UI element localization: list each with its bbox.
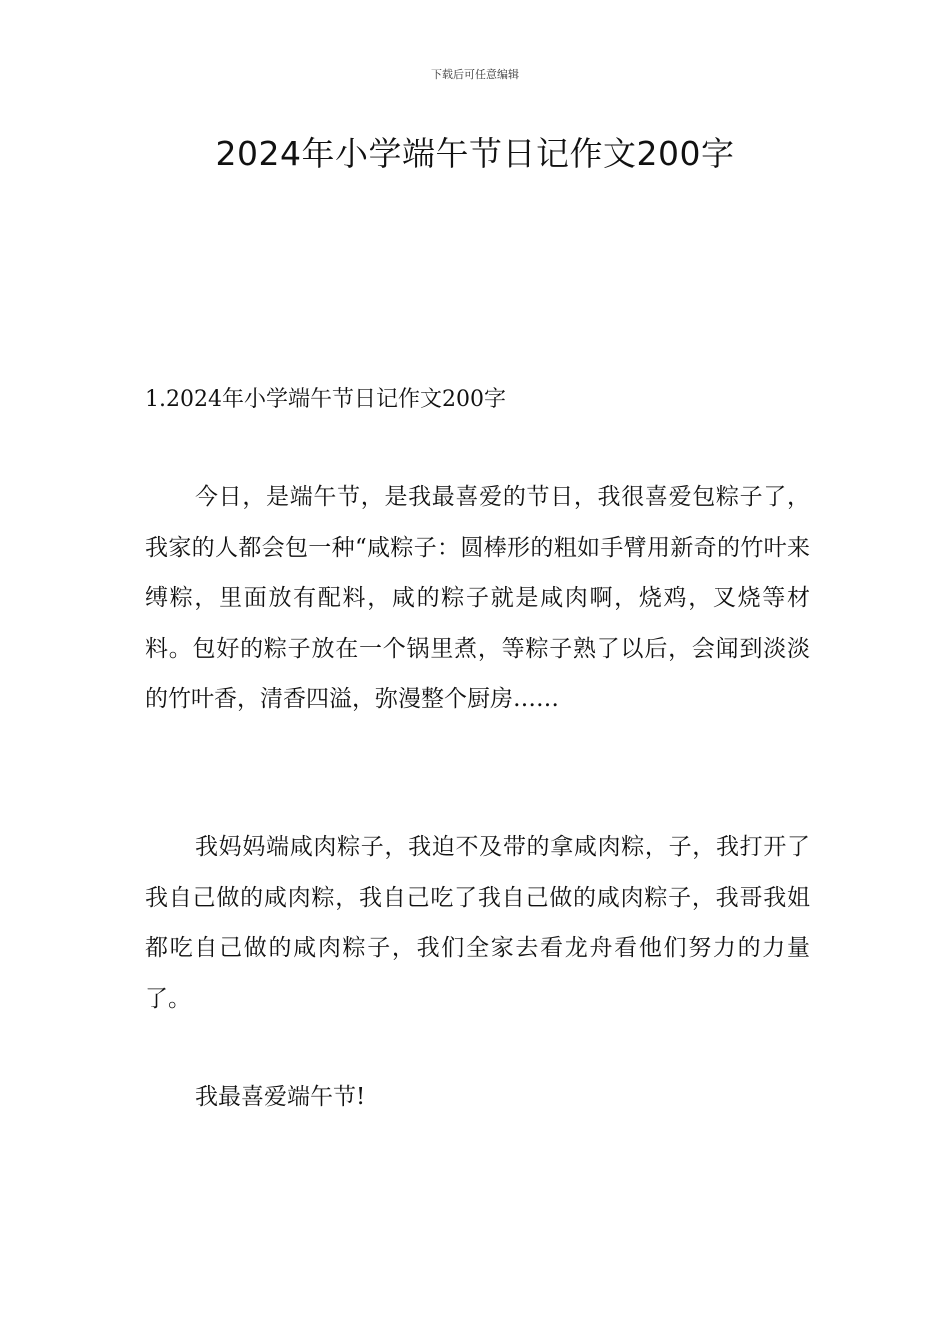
section-heading: 1.2024年小学端午节日记作文200字 [145,387,506,412]
paragraph-3: 我最喜爱端午节! [195,1084,366,1110]
paragraph-2: 我妈妈端咸肉粽子，我迫不及带的拿咸肉粽，子，我打开了我自己做的咸肉粽，我自己吃了我自己做的咸肉粽子，我哥我姐都吃自己做的咸肉粽子，我们全家去看龙舟看他们努力的力量了。 [145,834,810,1012]
document-title: 2024年小学端午节日记作文200字 [215,134,735,173]
paragraph-1: 今日，是端午节，是我最喜爱的节日，我很喜爱包粽子了，我家的人都会包一种“咸粽子：圆棒形的粗如手臂用新奇的竹叶来缚粽，里面放有配料，咸的粽子就是咸肉啊，烧鸡，叉烧等材料。包好的粽子放在一个锅里煮，等粽子熟了以后，会闻到淡淡的竹叶香，清香四溢，弥漫整个厨房…… [145,484,810,712]
header-note: 下载后可任意编辑 [431,68,519,81]
